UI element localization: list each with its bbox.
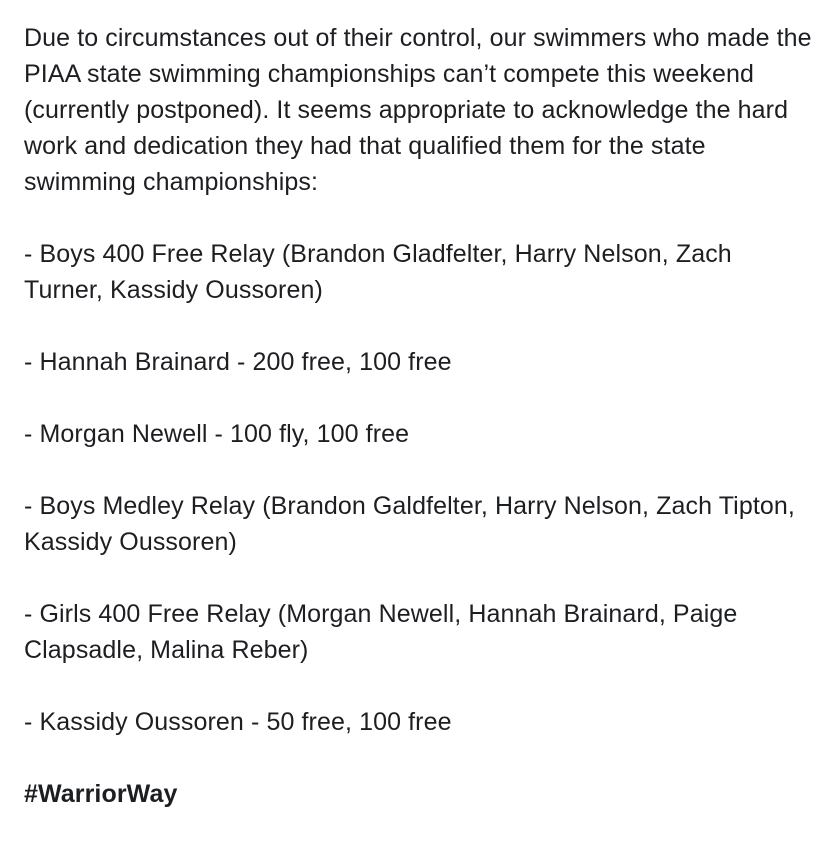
spacer <box>24 560 814 596</box>
post-intro-text: Due to circumstances out of their control, our swimmers who made the PIAA state swimming championships can’t compete this weekend (currently postponed). It seems appropriate to acknowledge the hard work and dedication they had that qualified them for the state swimming championships: <box>24 24 812 196</box>
spacer <box>24 668 814 704</box>
list-item: - Girls 400 Free Relay (Morgan Newell, Hannah Brainard, Paige Clapsadle, Malina Reber) <box>24 600 738 664</box>
spacer <box>24 200 814 236</box>
list-item: - Kassidy Oussoren - 50 free, 100 free <box>24 708 452 736</box>
list-item: - Hannah Brainard - 200 free, 100 free <box>24 348 452 376</box>
list-item: - Boys Medley Relay (Brandon Galdfelter, Harry Nelson, Zach Tipton, Kassidy Oussoren) <box>24 492 795 556</box>
hashtag-link[interactable]: #WarriorWay <box>24 780 178 808</box>
spacer <box>24 740 814 776</box>
spacer <box>24 380 814 416</box>
list-item: - Boys 400 Free Relay (Brandon Gladfelter, Harry Nelson, Zach Turner, Kassidy Oussoren) <box>24 240 732 304</box>
spacer <box>24 452 814 488</box>
hashtag-paragraph <box>24 776 814 812</box>
post-body <box>24 20 814 812</box>
spacer <box>24 308 814 344</box>
list-item: - Morgan Newell - 100 fly, 100 free <box>24 420 410 448</box>
